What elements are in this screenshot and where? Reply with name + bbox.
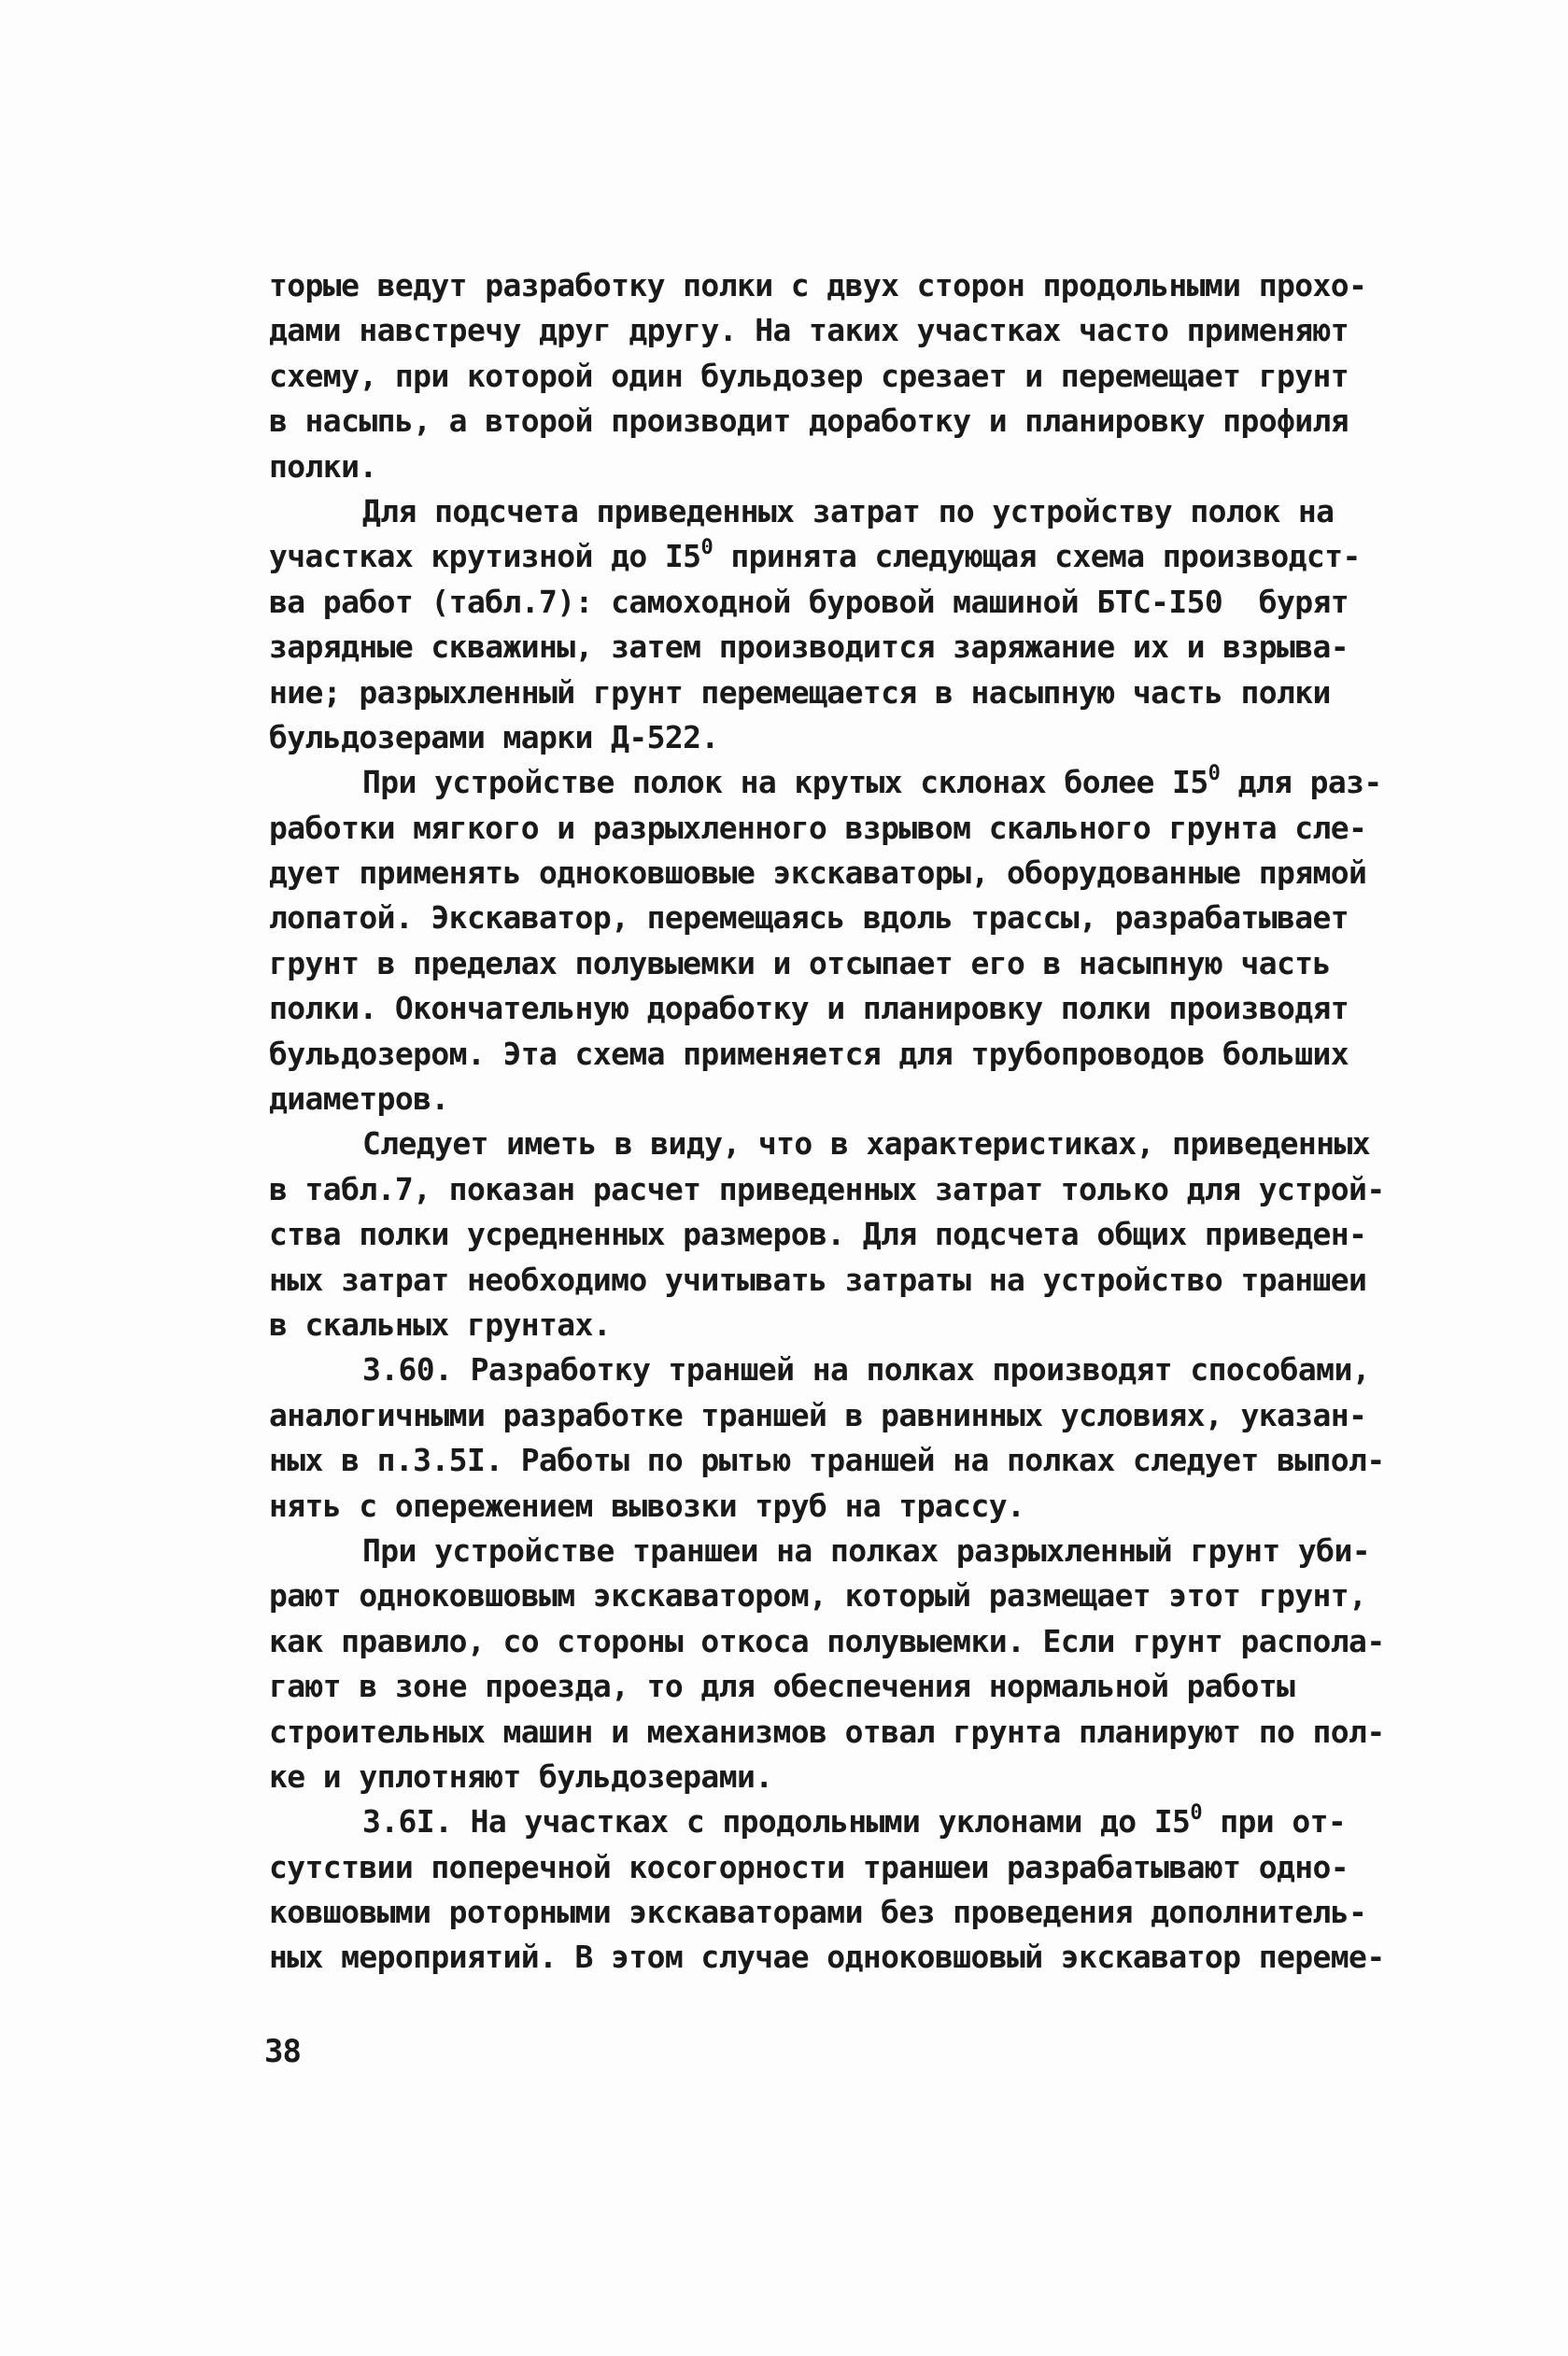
text-line-main: зарядные скважины, затем производится заряжание их и взрыва- [269,628,1349,666]
text-line [269,354,1436,399]
text-line [269,534,1436,579]
text-line-main: 3.6I. На участках с продольными уклонами до I5 [362,1803,1191,1841]
text-line [269,263,1436,308]
text-line [269,1619,1436,1664]
text-line [269,1710,1436,1755]
text-line-main: строительных машин и механизмов отвал грунта планируют по пол- [269,1713,1385,1750]
text-line-main: в табл.7, показан расчет приведенных затрат только для устрой- [269,1170,1385,1207]
text-line-main: диаметров. [269,1080,449,1118]
text-line-main: торые ведут разработку полки с двух сторон продольными прохо- [269,267,1367,303]
text-line-main: как правило, со стороны откоса полувыемки. Если грунт распола- [269,1622,1385,1659]
text-line [269,806,1436,851]
text-line [269,1799,1436,1844]
text-line-main: в скальных грунтах. [269,1305,612,1343]
text-line [269,580,1436,625]
text-line [269,1484,1436,1529]
text-line-main: ке и уплотняют бульдозерами. [269,1757,773,1795]
text-line [269,851,1436,896]
text-line [269,399,1436,444]
text-line [269,1664,1436,1709]
text-line-main: работки мягкого и разрыхленного взрывом скального грунта сле- [269,809,1367,846]
text-line [269,1845,1436,1890]
text-line-main: ных мероприятий. В этом случае одноковшовый экскаватор переме- [269,1939,1385,1976]
text-line-continuation: для раз- [1220,764,1382,801]
text-line [269,625,1436,670]
text-line-main: участках крутизной до I5 [269,538,701,575]
text-line [269,444,1436,489]
text-line [269,1212,1436,1257]
text-line [269,896,1436,940]
text-line-continuation: при от- [1201,1803,1347,1841]
body-text [269,263,1436,1981]
text-line [269,1573,1436,1618]
text-line [269,1167,1436,1212]
text-line-main: ва работ (табл.7): самоходной буровой машиной БТС-I50 бурят [269,583,1349,620]
text-line [269,1393,1436,1438]
text-line [269,1438,1436,1483]
text-line-main: бульдозером. Эта схема применяется для трубопроводов больших [269,1035,1349,1072]
text-line-main: нять с опережением вывозки труб на трассу. [269,1487,1025,1524]
text-line-main: ние; разрыхленный грунт перемещается в насыпную часть полки [269,673,1331,711]
text-line-main: схему, при которой один бульдозер срезает и перемещает грунт [269,357,1349,394]
text-line [269,1935,1436,1980]
text-line [269,1077,1436,1122]
text-line-main: Следует иметь в виду, что в характеристиках, приведенных [362,1125,1370,1163]
text-line-main: грунт в пределах полувыемки и отсыпает его в насыпную часть [269,944,1331,981]
text-line-main: ства полки усредненных размеров. Для подсчета общих приведен- [269,1216,1367,1253]
text-line-main: рают одноковшовым экскаватором, который размещает этот грунт, [269,1577,1367,1615]
text-line-main: полки. [269,447,377,485]
text-line [269,1303,1436,1347]
text-line-main: дами навстречу друг другу. На таких участках часто применяют [269,312,1349,349]
text-line [269,1032,1436,1077]
text-line-main: гают в зоне проезда, то для обеспечения нормальной работы [269,1668,1295,1705]
text-line [269,1755,1436,1799]
text-line-main: аналогичными разработке траншей в равнинных условиях, указан- [269,1396,1367,1433]
text-line [269,670,1436,715]
text-line-main: При устройстве траншеи на полках разрыхленный грунт уби- [362,1531,1370,1569]
text-line-main: дует применять одноковшовые экскаваторы, оборудованные прямой [269,854,1367,892]
text-line-main: сутствии поперечной косогорности траншеи разрабатывают одно- [269,1848,1349,1885]
text-line [269,1890,1436,1935]
text-line-main: полки. Окончательную доработку и планировку полки производят [269,990,1349,1027]
page-number: 38 [264,2033,301,2070]
degree-superscript: 0 [1208,762,1221,786]
text-line [269,760,1436,805]
text-line-main: в насыпь, а второй производит доработку и планировку профиля [269,402,1349,440]
text-line [269,941,1436,986]
text-line-main: 3.60. Разработку траншей на полках производят способами, [362,1351,1370,1389]
degree-superscript: 0 [700,536,713,560]
text-line [269,1122,1436,1166]
degree-superscript: 0 [1190,1801,1202,1826]
text-line-main: ных в п.3.5I. Работы по рытью траншей на полках следует выпол- [269,1442,1385,1479]
text-line [269,1258,1436,1303]
text-line [269,1529,1436,1573]
text-line-main: ных затрат необходимо учитывать затраты на устройство траншеи [269,1261,1367,1298]
text-line-continuation: принята следующая схема производст- [713,538,1361,575]
text-line [269,1347,1436,1392]
text-line-main: бульдозерами марки Д-522. [269,718,719,755]
text-line [269,489,1436,534]
text-line [269,308,1436,353]
text-line-main: ковшовыми роторными экскаваторами без проведения дополнитель- [269,1894,1367,1931]
text-line-main: лопатой. Экскаватор, перемещаясь вдоль трассы, разрабатывает [269,899,1349,937]
text-line-main: При устройстве полок на крутых склонах более I5 [362,764,1208,801]
text-line-main: Для подсчета приведенных затрат по устройству полок на [362,492,1335,529]
text-line [269,986,1436,1031]
text-line [269,715,1436,760]
